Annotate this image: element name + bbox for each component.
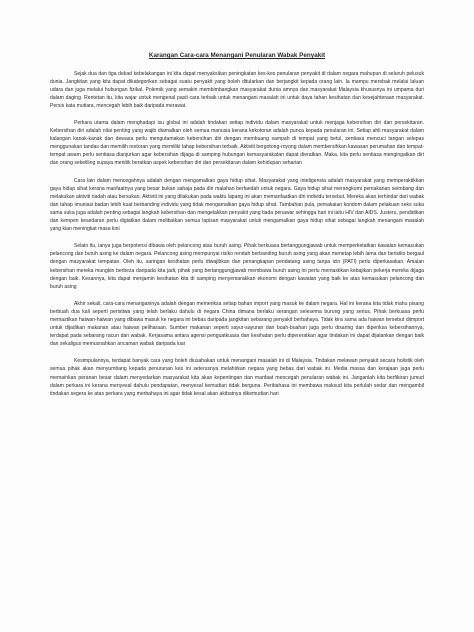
- paragraph-4: Selain itu, ianya juga berpotensi dibawa oleh pelancong atau buruh asing. Pihak berkuasa bertanggungjawab untuk memperketatkan kawalan kemasukan pelancong dan buruh asing ke dalam negara. Pelancong asing mempunyai risiko rendah berbanding buruh asing yang akan menetap lebih lama dan berisiko bergaul dengan masyarakat tempatan. Oleh itu, saringan kesihatan perlu diwajibkan dan penangkapan pendatang asing tanpa izin (PATI) perlu diperkasakan. Amalan kebersihan mereka mungkin berbeza daripada kita jadi, pihak yang bertanggungjawab membawa buruh asing ini perlu memastikan kebajikan pekerja mereka dijaga dengan baik. Kesannya, kita dapat menjamin kesihatan kita di samping menyemarakkan ekonomi dengan kawalan yang baik ke atas kemasukan pelancong dan buruh asing: [50, 243, 424, 290]
- paragraph-2: Perkara utama dalam menghadapi isu global ini adalah tindakan setiap individu dalam masyarakat untuk menjaga kebersihan diri dan persekitaran. Kebersihan diri adalah nilai penting yang wajib diamalkan oleh semua manusia kerana kekotoran adalah punca kepada penularan ini. Setiap ahli masyarakat dalam kalangan kanak-kanak dan dewasa perlu mengutamakan kebersihan diri dengan membuang sampah di tempat yang betul, sentiasa mencuci tangan selepas menggunakan tandas dan memilih restoran yang memiliki tahap kebersihan terbaik. Aktiviti bergotong-royong dalam membersihkan kawasan perumahan dan tempat-tempat awam perlu sentiasa dianjurkan agar kebersihan dijaga di samping hubungan kemasyarakatan dapat dieratkan. Maka, kita perlu sentiasa mengingatkan diri dan orang sekeliling supaya menitik beratkan aspek kebersihan diri dan persekitaran dalam kehidupan seharian: [50, 120, 424, 167]
- document-title: Karangan Cara-cara Menangani Penularan Wabak Penyakit: [148, 52, 326, 59]
- paragraph-6: Kesimpulannya, terdapat banyak cara yang boleh diusahakan untuk menangani masalah ini di Malaysia. Tindakan melawan penyakit secara holistik oleh semua pihak akan menyumbang kepada penurunan kes ini seterusnya melahirkan negara yang bebas dari wabak ini. Media massa dan kerajaan juga perlu memainkan peranan besar dalam menyedarkan masyarakat kita akan kepentingan dan manfaat mencegah penularan wabak ini. Janganlah kita berfikiran jumud dalam perkara ini kerana menyesal dahulu pendapatan, menyesal kemudian tidak berguna. Peribahasa ini membawa maksud kita perlulah sedar dan mengambil tindakan segera ke atas perkara yang merbahaya ini agar tidak kesal akan akibatnya dikemudian hari: [50, 358, 424, 397]
- paragraph-5: Akhir sekali, cara-cara menanganinya adalah dengan memeriksa setiap bahan import yang masuk ke dalam negara. Hal ini kerana kita tidak mahu pisang berbuah dua kali seperti peristiwa yang telah berlaku dahulu di negara China dimana berlaku serangan selesema burung yang serius. Pihak berkuasa perlu memastikan haiwan-haiwan yang dibawa masuk ke negara ini bebas daripada jangkitan sebarang penyakit berbahaya. Tidak kira sama ada haiwan tersebut diimport untuk dijadikan makanan atau haiwan peliharaan. Sumber makanan seperti sayur-sayuran dan buah-buahan juga perlu disaring dan diperiksa kebersihannya, terdapat pada sebarang racun dan wabak. Kerjasama antara agensi penguatkuasa dan kesihatan perlu dipereratkan agar tindakan ini dapat dijalankan dengan baik dan sekaligus memusnahkan ancaman wabak daripada luar: [50, 300, 424, 348]
- paragraph-3: Cara lain dalam mencegahnya adalah dengan mengamalkan gaya hidup sihat. Masyarakat yang inteligensia adalah masyarakat yang memperaktikkan gaya hidup sihat kerana manfaatnya yang besar bukan sahaja pada diri malahan berfaedah untuk negara. Gaya hidup sihat merangkumi pemakanan seimbang dan melakukan aktiviti riadah atau bersukan. Aktiviti ini yang dilakukan pada waktu lapang ini akan memanfaatkan diri individu tersebut. Mereka akan terhindar dari wabak dan tahap imuniasi badan lebih kuat berbanding individu yang tidak mengamalkan gaya hidup sihat. Tambahan pula, pemakaian kondom dalam pelakuan seks suka sama suka juga adalah penting sebagai langkah kebersihan dan mengelakkan penyakit yang tiada penawar sehingga hari ini iaitu HIV dan AIDS. Justeru, pendidikan dan kempen kesedaran perlu digiatkan dalam melibatkan semua lapisan masyarakat untuk mengamalkan gaya hidup sihat sebagai langkah menangani masalah yang kian meningkat masa kini: [50, 177, 424, 233]
- paragraph-1: Sejak dua dan tiga dekad kebelakangan ini kita dapat menyaksikan peningkatan kes-kes penularan penyakit di dalam negara mahupun di seluruh pelusuk dunia. Jangkitan yang kita dapat dikategorikan sebagai suatu penyakit yang boleh ditularkan dan berjangkit kepada orang lain. Ia mampu merebak melalui laluan udara dan juga melalui hubungan fizikal. Polemik yang semakin membimbangkan masyarakat dunia amnya dan masyarakat Malaysia khususnya ini umpama duri dalam daging. Rentetan itu, kita wajar untuk mengenal pasti cara terbaik untuk menangani masalah ini untuk daya tahan kesihatan dan kesejahteraan masyarakat. Persis kata mutiara, mencegah lebih baik daripada merawat.: [50, 70, 424, 109]
